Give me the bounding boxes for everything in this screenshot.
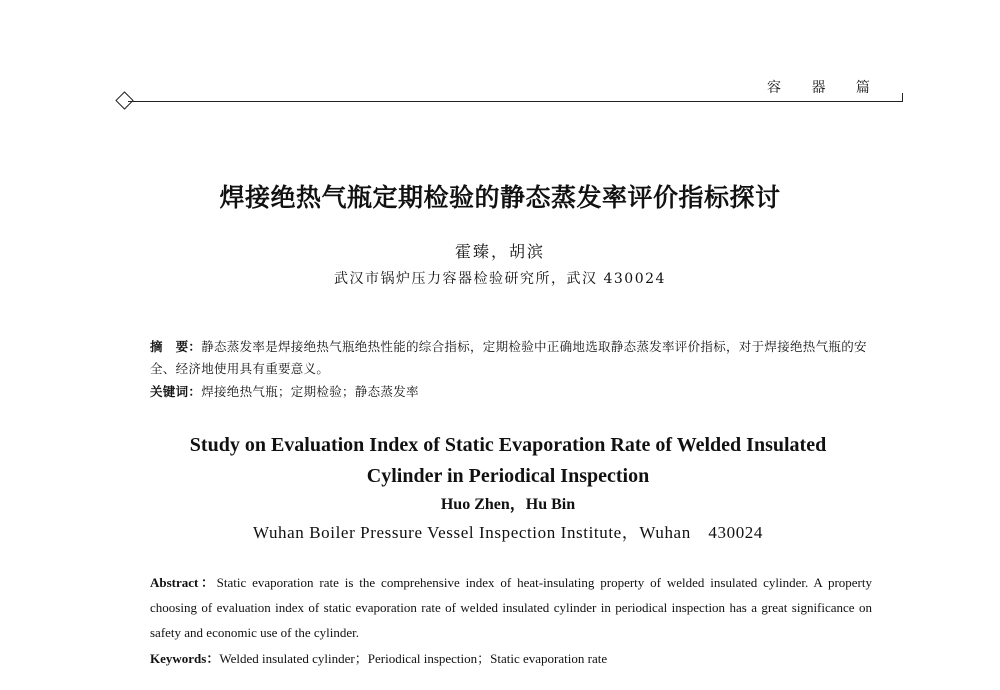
keywords-en-label: Keywords： <box>150 651 220 666</box>
abstract-en <box>150 570 872 645</box>
keywords-cn <box>150 382 419 400</box>
abstract-cn <box>150 336 870 380</box>
keywords-cn-text: 焊接绝热气瓶；定期检验；静态蒸发率 <box>201 384 419 399</box>
keywords-cn-label: 关键词： <box>150 384 202 399</box>
affiliation-en: Wuhan Boiler Pressure Vessel Inspection Institute，Wuhan 430024 <box>252 523 764 542</box>
paper-title-cn: 焊接绝热气瓶定期检验的静态蒸发率评价指标探讨 <box>219 183 781 212</box>
abstract-en-label: Abstract： <box>150 575 217 590</box>
paper-title-en-line2: Cylinder in Periodical Inspection <box>366 465 650 487</box>
paper-title-en-line1: Study on Evaluation Index of Static Evaporation Rate of Welded Insulated <box>189 434 827 456</box>
abstract-cn-text: 静态蒸发率是焊接绝热气瓶绝热性能的综合指标，定期检验中正确地选取静态蒸发率评价指标，对于焊接绝热气瓶的安全、经济地使用具有重要意义。 <box>150 339 867 376</box>
keywords-en-text: Welded insulated cylinder；Periodical inspection；Static evaporation rate <box>219 651 608 666</box>
authors-cn: 霍臻，胡滨 <box>454 242 545 261</box>
abstract-en-text: Static evaporation rate is the comprehensive index of heat-insulating property of welded insulated cylinder. A property choosing of evaluation index of static evaporation rate of welded insulated cylinder in periodical inspection has a great significance on safety and economic use of the cylinder. <box>150 575 872 640</box>
keywords-en <box>150 648 607 667</box>
paper-title-en <box>0 430 1000 492</box>
header-rule <box>128 101 900 102</box>
section-label: 容 器 篇 <box>767 80 883 96</box>
authors-en: Huo Zhen，Hu Bin <box>440 496 576 513</box>
affiliation-cn: 武汉市锅炉压力容器检验研究所，武汉 430024 <box>334 271 666 287</box>
abstract-cn-label: 摘 要： <box>150 339 202 354</box>
